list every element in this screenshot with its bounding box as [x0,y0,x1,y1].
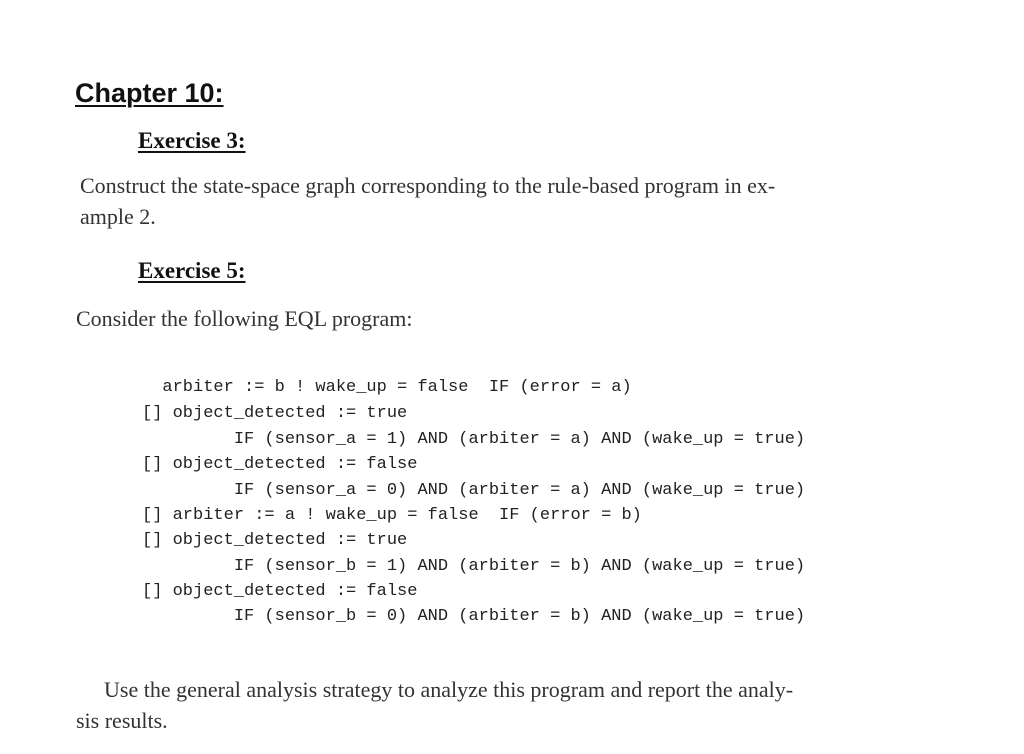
code-line: arbiter := b ! wake_up = false IF (error = a) [142,378,632,397]
exercise-5-closing-line-2: sis results. [76,708,168,733]
exercise-5-intro: Consider the following EQL program: [76,306,413,331]
code-line: IF (sensor_b = 1) AND (arbiter = b) AND (wake_up = true) [142,557,806,576]
code-line: [] object_detected := true [142,404,408,423]
code-line: IF (sensor_a = 1) AND (arbiter = a) AND (wake_up = true) [142,430,806,449]
code-line: [] arbiter := a ! wake_up = false IF (error = b) [142,506,642,525]
chapter-title: Chapter 10: [75,78,224,108]
code-line: IF (sensor_b = 0) AND (arbiter = b) AND (wake_up = true) [142,607,806,626]
exercise-3-text-line-2: ample 2. [80,204,156,229]
code-line: IF (sensor_a = 0) AND (arbiter = a) AND (wake_up = true) [142,481,806,500]
exercise-5-heading: Exercise 5: [138,258,246,283]
exercise-5-closing-line-1: Use the general analysis strategy to analyze this program and report the analy- [104,677,794,702]
code-line: [] object_detected := false [142,455,418,474]
exercise-3-heading: Exercise 3: [138,128,246,153]
code-line: [] object_detected := false [142,582,418,601]
code-line: [] object_detected := true [142,531,408,550]
exercise-3-text-line-1: Construct the state-space graph corresponding to the rule-based program in ex- [80,173,776,198]
